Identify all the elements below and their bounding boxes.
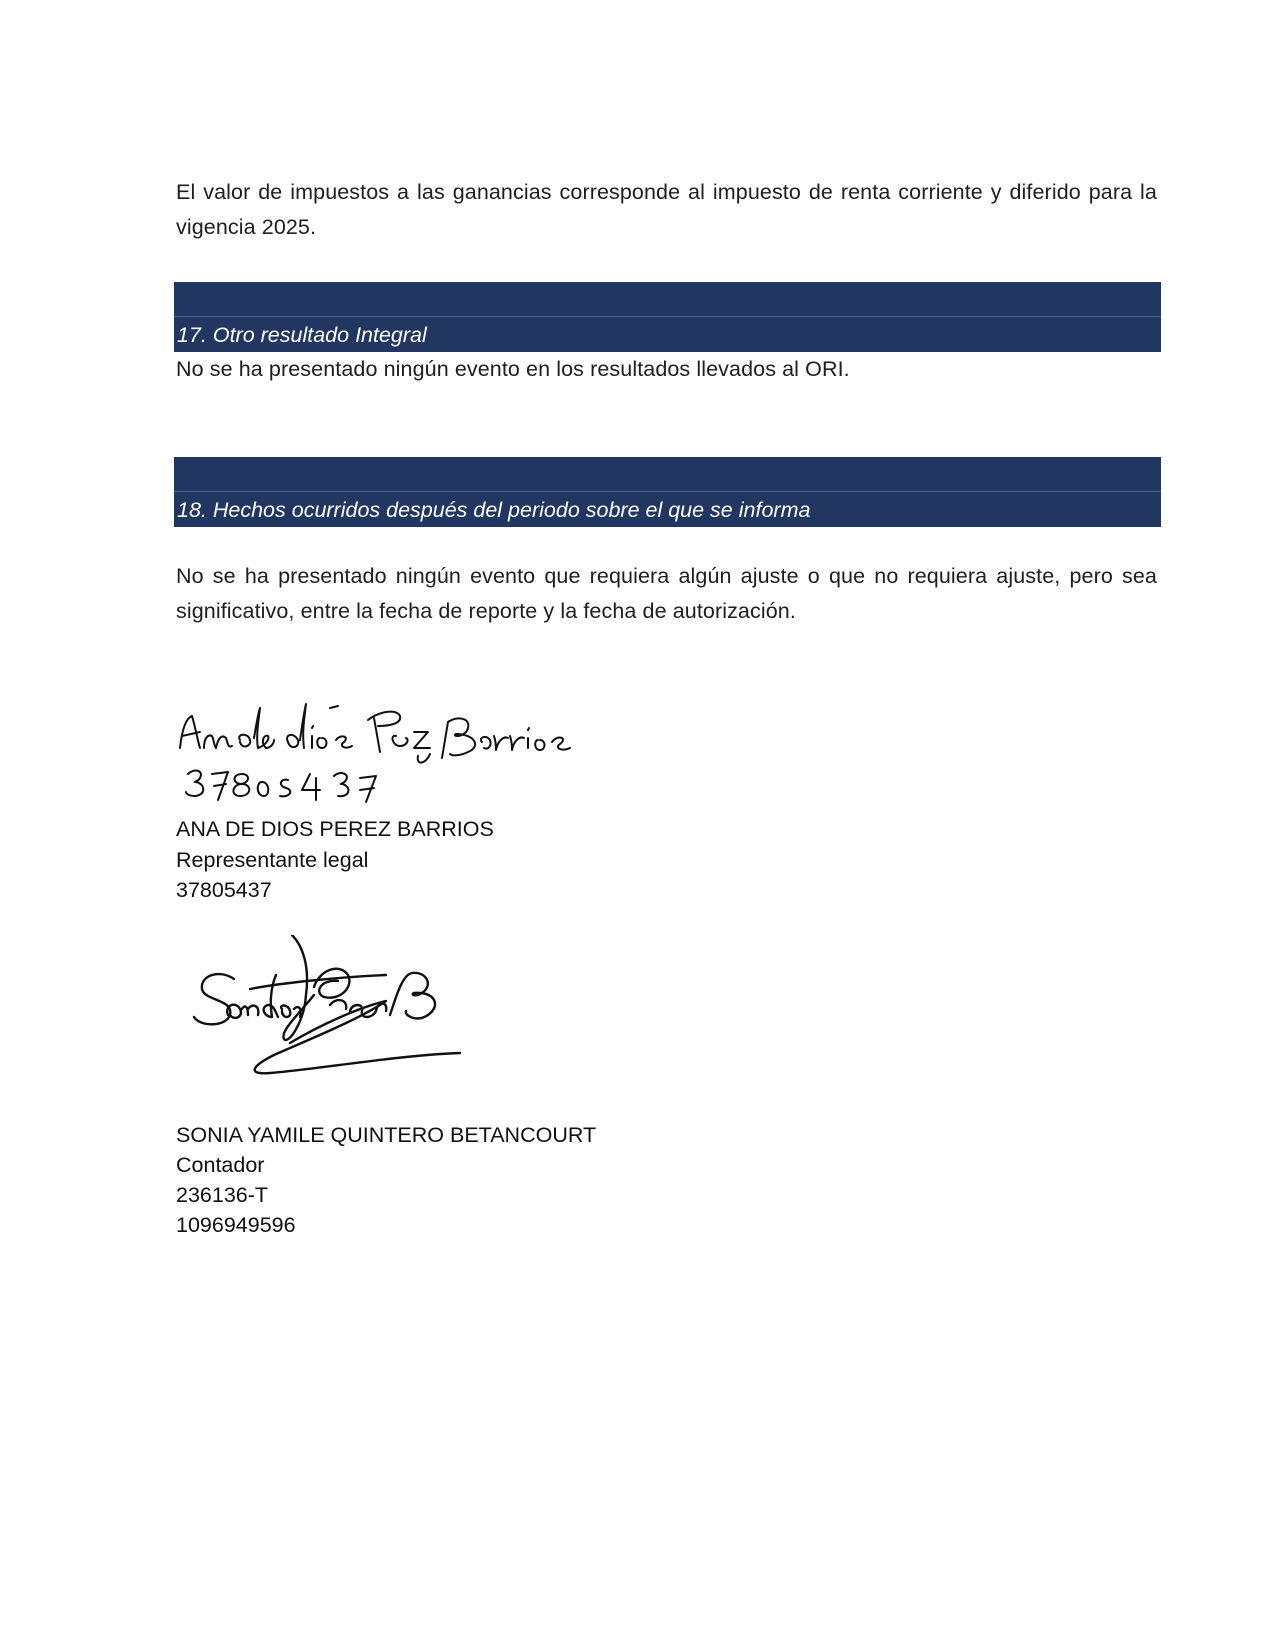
legal-representative-signature bbox=[170, 690, 610, 815]
handwritten-signature-icon bbox=[170, 690, 610, 815]
section-17-header bbox=[174, 282, 1161, 352]
section-18-title: 18. Hechos ocurridos después del periodo sobre el que se informa bbox=[177, 498, 811, 522]
accountant-license: 236136-T bbox=[176, 1183, 269, 1207]
accountant-id: 1096949596 bbox=[176, 1213, 296, 1237]
legal-representative-role: Representante legal bbox=[176, 848, 369, 872]
section-18-header bbox=[174, 457, 1161, 527]
accountant-name: SONIA YAMILE QUINTERO BETANCOURT bbox=[176, 1123, 597, 1147]
legal-representative-name: ANA DE DIOS PEREZ BARRIOS bbox=[176, 817, 494, 841]
income-tax-paragraph: El valor de impuestos a las ganancias corresponde al impuesto de renta corriente y diferido para la vigencia 2025. bbox=[176, 180, 1157, 239]
header-divider bbox=[174, 316, 1161, 317]
accountant-role: Contador bbox=[176, 1153, 265, 1177]
accountant-signature bbox=[190, 935, 490, 1095]
handwritten-signature-icon bbox=[190, 935, 490, 1095]
header-divider bbox=[174, 491, 1161, 492]
section-17-title: 17. Otro resultado Integral bbox=[177, 323, 427, 347]
section-18-body: No se ha presentado ningún evento que requiera algún ajuste o que no requiera ajuste, pero sea significativo, entre la fecha de reporte y la fecha de autorización. bbox=[176, 564, 1157, 623]
section-17-body: No se ha presentado ningún evento en los resultados llevados al ORI. bbox=[176, 357, 850, 381]
legal-representative-id: 37805437 bbox=[176, 878, 272, 902]
